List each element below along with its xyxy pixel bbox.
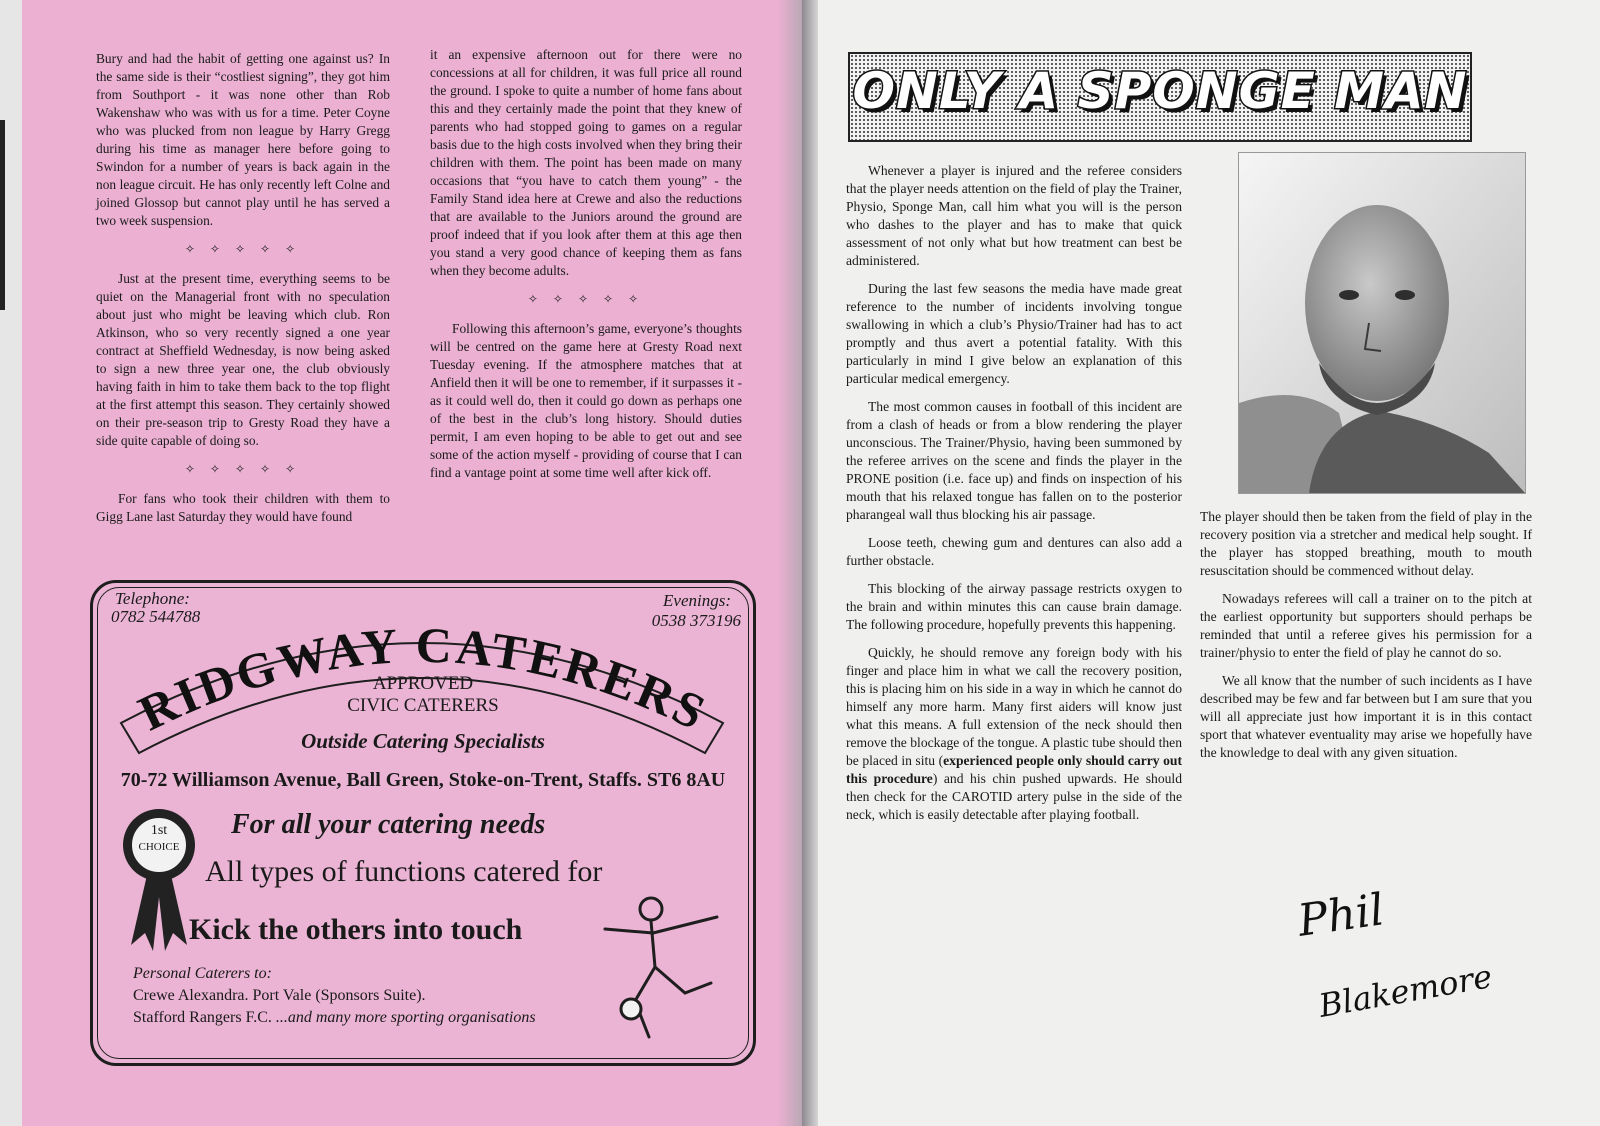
author-signature [1288,880,1495,1060]
clients-more: ...and many more sporting organisations [275,1009,536,1026]
article-title: ONLY A SPONGE MAN [852,62,1468,120]
paragraph [846,644,1182,824]
author-photo [1238,152,1526,494]
diamond-separator: ✧ ✧ ✧ ✧ ✧ [527,292,645,306]
clients-line-2-main: Stafford Rangers F.C. [133,1009,272,1026]
paragraph: Bury and had the habit of getting one against us? In the same side is their “costliest signing”, they got him from Southport - it was none other than Rob Wakenshaw who was with us for a time. Peter Coyne who was plucked from non league by Harry Gregg during his time as manager here before going to Swindon for a number of years is back again in the non league circuit. He has only recently left Colne and joined Glossop but cannot play until he has served a two week suspension. [96,51,390,228]
paragraph: The player should then be taken from the field of play in the recovery position via a stretcher and medical help sought. If the player has stopped breathing, mouth to mouth resuscitation should be commenced without delay. [1200,509,1532,578]
company-name: RIDGWAY CATERERS [130,616,717,742]
diamond-separator: ✧ ✧ ✧ ✧ ✧ [184,242,302,256]
kick-line: Kick the others into touch [189,913,523,946]
left-column-1 [96,50,390,536]
left-column-2 [430,46,742,492]
warning-text: experienced people only should carry out this procedure [846,753,1182,786]
rosette-label-1: 1st [150,823,168,838]
footballer-illustration-icon [593,883,733,1053]
article-column-right [1200,508,1532,772]
right-page [818,0,1600,1126]
clients-line-1: Crewe Alexandra. Port Vale (Sponsors Suite). [133,987,426,1004]
address: 70-72 Williamson Avenue, Ball Green, Stoke-on-Trent, Staffs. ST6 8AU [120,769,726,791]
article-column-left [846,162,1182,834]
paragraph: We all know that the number of such incidents as I have described may be few and far between but I am sure that you will all appreciate just how important it is in this contact sport that whatever eventuality may arise we hopefully have the knowledge to deal with any given situation. [1200,673,1532,760]
signature-first-name: Phil [1294,884,1388,947]
paragraph-text: Quickly, he should remove any foreign body with his finger and place him in what we call the recovery position, this is placing him on his side in a way in which he cannot do himself any more harm. Many first aiders will know just what this means. A full extension of the neck should then remove the blockage of the tongue. A plastic tube should then be placed in situ ( [846,645,1182,768]
signature-surname: Blakemore [1316,957,1495,1025]
paragraph: Loose teeth, chewing gum and dentures can also add a further obstacle. [846,535,1182,568]
catering-specialists: Outside Catering Specialists [301,729,545,753]
paragraph: Nowadays referees will call a trainer on to the pitch at the earliest opportunity but supporters should perhaps be reminded that until a referee gives his permission for a trainer/physio to enter the field of play he cannot do so. [1200,591,1532,660]
ridgway-caterers-advert [90,580,756,1066]
paragraph: it an expensive afternoon out for there were no concessions at all for children, it was full price all round the ground. I spoke to quite a number of home fans about this and they certainly made the point that they knew of parents who had stopped going to games on a regular basis due to the high costs involved when they bring their children with them. The point has been made on many occasions that “you have to catch them young” - the Family Stand idea here at Crewe and also the reductions that are available to the Juniors around the ground are proof indeed that if you look after them at this age then you stand a very good chance of keeping them as fans when they become adults. [430,47,742,278]
personal-caterers-label: Personal Caterers to: [133,965,272,982]
telephone-number: 0782 544788 [111,607,201,626]
paragraph-text: ) and his chin pushed upwards. He should then check for the CAROTID artery pulse in the side of the neck, which is easily detectable after playing football. [846,771,1182,822]
page-gutter [802,0,818,1126]
paragraph: The most common causes in football of this incident are from a clash of heads or from a blow rendering the player unconscious. The Trainer/Physio, having been summoned by the referee arrives on the scene and finds the player in the PRONE position (i.e. face up) and finds on inspection of his mouth that his relaxed tongue has fallen on to the posterior pharangeal wall thus blocking his air passage. [846,399,1182,522]
clients-line-2 [133,1009,536,1027]
diamond-separator: ✧ ✧ ✧ ✧ ✧ [184,462,302,476]
paragraph: Following this afternoon’s game, everyone’s thoughts will be centred on the game here at Gresty Road next Tuesday evening. If the atmosphere matches that at Anfield then it will be one to remember, if it surpasses it - as it could well do, then it could go down as perhaps one of the best in the club’s long history. Should duties permit, I am even hoping to be able to get out and see some of the action myself - providing of course that I can find a vantage point at some time well after kick off. [430,321,742,480]
slogan: For all your catering needs [231,809,546,840]
paragraph: Whenever a player is injured and the referee considers that the player needs attention on the field of play the Trainer, Physio, Sponge Man, call him what you will is the person who dashes to the player and has to make that quick assessment of not only what but how treatment can best be administered. [846,163,1182,268]
approved-line-2: CIVIC CATERERS [347,695,499,716]
rosette-icon [119,805,199,955]
paragraph: For fans who took their children with them to Gigg Lane last Saturday they would have found [96,491,390,524]
paragraph: Just at the present time, everything seems to be quiet on the Managerial front with no speculation about just who might be leaving which club. Ron Atkinson, who so very recently signed a one year contract at Sheffield Wednesday, is now being asked to sign a new three year one, the club obviously having faith in him to take them back to the top flight at the first attempt this season. They certainly showed on their pre-season trip to Gresty Road they have a side quite capable of doing so. [96,271,390,448]
evenings-number: 0538 373196 [651,611,741,630]
binding-edge [0,0,22,1126]
paragraph: During the last few seasons the media have made great reference to the number of incidents involving tongue swallowing in which a club’s Physio/Trainer had has to act promptly and thus avert a potential fatality. With this particularly in mind I give below an explanation of this particular medical emergency. [846,281,1182,386]
approved-line-1: APPROVED [372,673,474,694]
evenings-label: Evenings: [663,591,731,610]
left-page [22,0,802,1126]
functions-line: All types of functions catered for [205,855,603,888]
title-banner [848,52,1472,142]
paragraph: This blocking of the airway passage restricts oxygen to the brain and within minutes this can cause brain damage. The following procedure, hopefully prevents this happening. [846,581,1182,632]
binding-mark [0,120,5,310]
telephone-label: Telephone: [115,589,190,608]
rosette-label-2: CHOICE [138,841,180,853]
